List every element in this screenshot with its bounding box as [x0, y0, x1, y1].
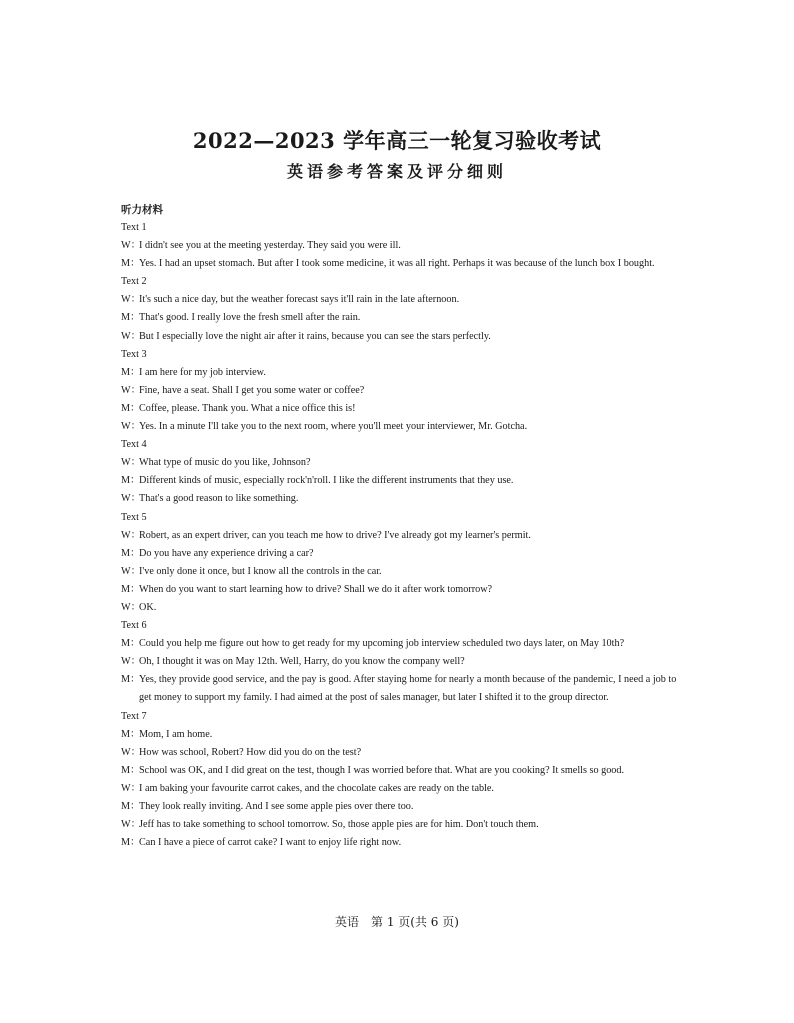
speaker-label: M：: [121, 366, 141, 378]
utterance-text: When do you want to start learning how to drive? Shall we do it after work tomorrow?: [139, 583, 493, 595]
utterance-text: Robert, as an expert driver, can you teach me how to drive? I've already got my learner's permit.: [139, 529, 531, 541]
dialog-line: [121, 635, 681, 653]
dialog-line: [121, 653, 681, 671]
speaker-label: W：: [121, 493, 141, 505]
speaker-label: M：: [121, 837, 141, 849]
utterance-text: Could you help me figure out how to get ready for my upcoming job interview scheduled two days later, on May 10th?: [139, 638, 625, 650]
dialog-line: [121, 834, 681, 852]
utterance-text: School was OK, and I did great on the test, though I was worried before that. What are you cooking? It smells so good.: [139, 764, 625, 776]
speaker-label: W：: [121, 529, 141, 541]
dialog-line: [121, 798, 681, 816]
text-heading: Text 1: [121, 222, 147, 233]
utterance-text: I am baking your favourite carrot cakes, and the chocolate cakes are ready on the table.: [139, 782, 494, 794]
page-footer: 英语 第 1 页(共 6 页): [335, 915, 459, 929]
dialog-line: [121, 255, 681, 273]
speaker-label: W：: [121, 457, 141, 469]
dialog-line: [121, 472, 681, 490]
speaker-label: M：: [121, 547, 141, 559]
section-title: 听力材料: [121, 204, 163, 216]
exam-subtitle: 英语参考答案及评分细则: [286, 162, 507, 181]
utterance-text: That's good. I really love the fresh smell after the rain.: [139, 312, 361, 324]
utterance-text: OK.: [139, 601, 157, 613]
dialog-line: [121, 563, 681, 581]
dialog-line: [121, 762, 681, 780]
utterance-text: That's a good reason to like something.: [139, 493, 299, 505]
utterance-text: Do you have any experience driving a car?: [139, 547, 314, 559]
utterance-text: Yes. In a minute I'll take you to the next room, where you'll meet your interviewer, Mr. Gotcha.: [139, 421, 528, 433]
utterance-text: Mom, I am home.: [139, 728, 213, 740]
utterance-text: I am here for my job interview.: [139, 366, 266, 378]
dialog-line: [121, 382, 681, 400]
dialog-line: [121, 328, 681, 346]
dialog-line: [121, 237, 681, 255]
dialog-line: [121, 744, 681, 762]
dialog-line: [121, 599, 681, 617]
utterance-text: Fine, have a seat. Shall I get you some water or coffee?: [139, 384, 365, 396]
dialog-line: [121, 527, 681, 545]
utterance-text: Coffee, please. Thank you. What a nice office this is!: [139, 402, 356, 414]
utterance-text: I didn't see you at the meeting yesterday. They said you were ill.: [139, 240, 401, 252]
utterance-text: Can I have a piece of carrot cake? I want to enjoy life right now.: [139, 837, 402, 849]
dialog-line: [121, 581, 681, 599]
speaker-label: M：: [121, 258, 141, 270]
speaker-label: W：: [121, 601, 141, 613]
speaker-label: W：: [121, 421, 141, 433]
dialog-line: [121, 364, 681, 382]
utterance-text: Oh, I thought it was on May 12th. Well, Harry, do you know the company well?: [139, 656, 465, 668]
utterance-text: But I especially love the night air after it rains, because you can see the stars perfectly.: [139, 330, 491, 342]
speaker-label: M：: [121, 728, 141, 740]
listening-transcript: [121, 219, 681, 852]
speaker-label: W：: [121, 746, 141, 758]
speaker-label: W：: [121, 782, 141, 794]
dialog-line: [121, 671, 681, 707]
utterance-text: Yes, they provide good service, and the pay is good. After staying home for nearly a month because of the pandemic, I need a job to get money to support my family. I had aimed at the post of sales manager, but later I shifted it to the group director.: [139, 674, 677, 704]
speaker-label: M：: [121, 475, 141, 487]
speaker-label: M：: [121, 402, 141, 414]
text-heading: Text 3: [121, 348, 147, 360]
text-heading: Text 2: [121, 276, 147, 288]
dialog-line: [121, 726, 681, 744]
utterance-text: I've only done it once, but I know all the controls in the car.: [139, 565, 382, 577]
speaker-label: W：: [121, 330, 141, 342]
dialog-line: [121, 400, 681, 418]
utterance-text: How was school, Robert? How did you do on the test?: [139, 746, 362, 758]
dialog-line: [121, 309, 681, 327]
utterance-text: Jeff has to take something to school tomorrow. So, those apple pies are for him. Don't touch them.: [139, 819, 539, 831]
speaker-label: W：: [121, 240, 141, 252]
speaker-label: M：: [121, 312, 141, 324]
text-heading: Text 5: [121, 511, 147, 523]
speaker-label: W：: [121, 384, 141, 396]
text-heading: Text 6: [121, 620, 147, 632]
text-heading: Text 4: [121, 439, 147, 451]
dialog-line: [121, 490, 681, 508]
dialog-line: [121, 454, 681, 472]
dialog-line: [121, 780, 681, 798]
speaker-label: M：: [121, 583, 141, 595]
speaker-label: M：: [121, 801, 141, 812]
utterance-text: It's such a nice day, but the weather forecast says it'll rain in the late afternoon.: [139, 294, 460, 306]
dialog-line: [121, 545, 681, 563]
utterance-text: Yes. I had an upset stomach. But after I took some medicine, it was all right. Perhaps it was because of the lunch box I bought.: [139, 258, 655, 270]
dialog-line: [121, 291, 681, 309]
dialog-line: [121, 418, 681, 436]
text-heading: Text 7: [121, 710, 147, 722]
speaker-label: W：: [121, 294, 141, 306]
utterance-text: Different kinds of music, especially rock'n'roll. I like the different instruments that they use.: [139, 475, 514, 487]
exam-title: 2022—2023 学年高三一轮复习验收考试: [192, 128, 602, 153]
speaker-label: M：: [121, 764, 141, 776]
speaker-label: M：: [121, 674, 141, 686]
speaker-label: W：: [121, 656, 141, 668]
utterance-text: They look really inviting. And I see some apple pies over there too.: [139, 801, 414, 812]
speaker-label: W：: [121, 565, 141, 577]
speaker-label: W：: [121, 819, 141, 831]
utterance-text: What type of music do you like, Johnson?: [139, 457, 311, 469]
dialog-line: [121, 816, 681, 834]
speaker-label: M：: [121, 638, 141, 650]
